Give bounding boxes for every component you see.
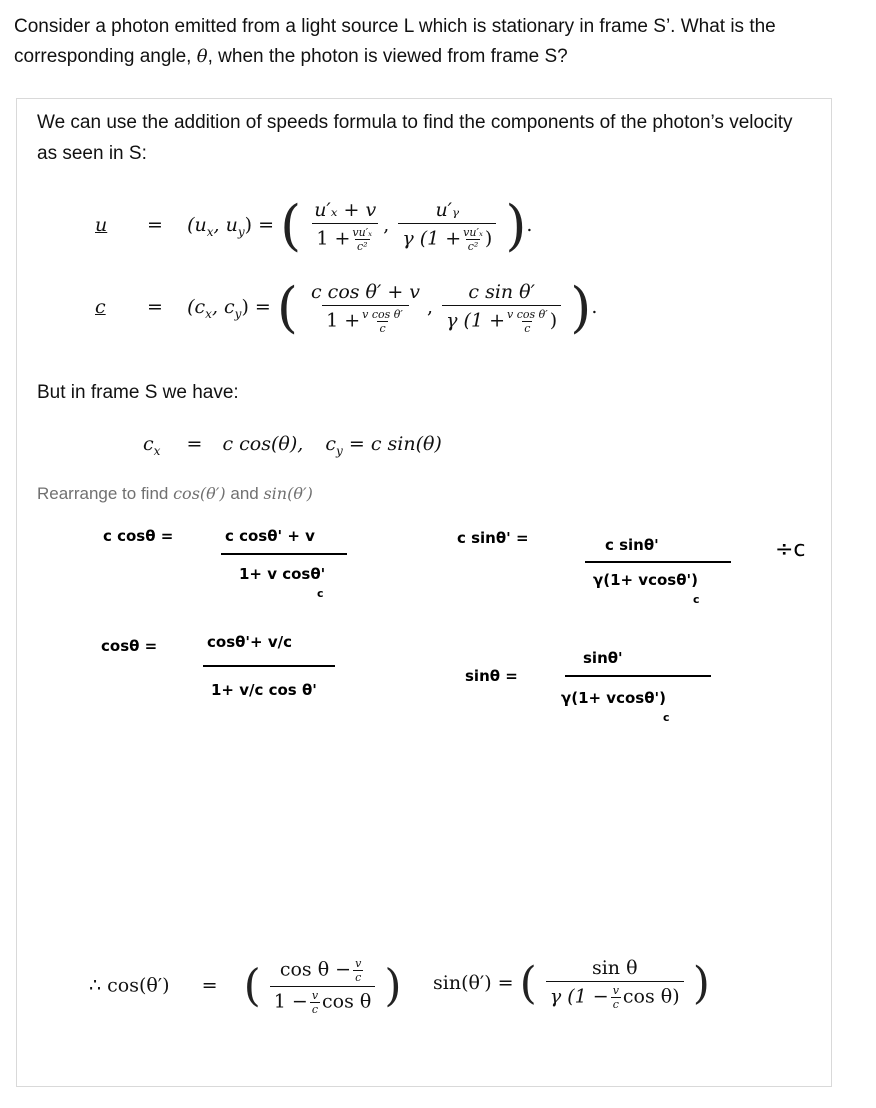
hw-sin-numerator: c sinθ' [605, 536, 659, 554]
hw-sin-theta-numerator: sinθ' [583, 649, 623, 667]
hw-sin-lhs: c sinθ' = [457, 529, 529, 547]
solution-intro: We can use the addition of speeds formula to find the components of the photon’s velocity as seen in S: [37, 112, 793, 164]
rearrange-text: Rearrange to find cos(θ′) and sin(θ′) [37, 484, 313, 503]
frame-s-intro: But in frame S we have: [37, 382, 239, 403]
final-sin-equation: sin(θ′) = ( sin θ γ (1 − $\frac{v}{c}$ cos θ) ) [433, 957, 710, 1011]
hw-sin-theta-lhs: sinθ = [465, 667, 518, 685]
hw-cos-theta-numerator: cosθ'+ v/c [207, 633, 292, 651]
velocity-u-equation: $u = (u_x$, $u_y$) = ( u′ₓ + v 1 + $\frac{\text{vu′ₓ}}{\text{c²}}$ , u′ᵧ γ (1 + $\frac{\text{vu′ₓ}}{\text{c²}}$ ) ). [95, 194, 533, 257]
hw-cos-numerator: c cosθ' + v [225, 527, 315, 545]
hw-cos-denominator: 1+ v cosθ' [239, 565, 326, 583]
hw-sin-theta-denominator: γ(1+ vcosθ') [561, 689, 666, 707]
frame-s-equation: $c_x = c$ cos(θ), $c_y = c$ sin(θ) [143, 433, 442, 458]
question-text: Consider a photon emitted from a light source L which is stationary in frame S’. What is the corresponding angle, θ, when the photon is viewed from frame S? [14, 16, 776, 67]
velocity-c-equation: $c = (c_x$, $c_y$) = ( c cos θ′ + v 1 + $\frac{\text{v cos θ′}}{c}$ , c sin θ′ γ (1 + $\frac{\text{v cos θ′}}{c}$ ) ). [95, 276, 598, 339]
hw-cos-theta-lhs: cosθ = [101, 637, 158, 655]
hw-sin-denominator: γ(1+ vcosθ') [593, 571, 698, 589]
hw-cos-theta-denominator: 1+ v/c cos θ' [211, 681, 317, 699]
solution-box: We can use the addition of speeds formula to find the components of the photon’s velocity as seen in S: $u = (u_x$, $u_y$) = ( u′ₓ + v 1 + $\frac{\text{vu′ₓ}}{\text{c²}}$ , u′ᵧ γ (1 + $\frac{\text{vu′ₓ}}{\text{c²}}$ ) ). $c = (c_x$, $c_y$) = ( c cos θ′ + v 1 + $\frac{\text{v cos θ′}}{c}$ , c sin θ′ γ (1 + $\frac{\text{v cos θ′}}{c}$ ) ). But in frame S we have: $c_x = c$ cos(θ), $c_y = c$ sin(θ) Rearrange to find cos(θ′) and sin(θ′) c cosθ = c cosθ' + v 1+ v cosθ' c c sinθ' = c sinθ' γ(1+ vcosθ') c ÷c cosθ = cosθ'+ v/c 1+ v/c cos θ' sinθ = sinθ' γ(1+ vcosθ') c ∴ cos(θ′) = ( cos θ − $\frac{v}{c}$ 1 − $\frac{v}{c}$ cos θ ) sin(θ′) = ( sin θ γ (1 − $\frac{v}{c}$ cos θ) ) [16, 98, 832, 1087]
hw-cos-lhs: c cosθ = [103, 527, 174, 545]
hw-divide-c: ÷c [775, 537, 806, 562]
final-cos-equation: ∴ cos(θ′) = ( cos θ − $\frac{v}{c}$ 1 − $\frac{v}{c}$ cos θ ) [89, 957, 402, 1016]
